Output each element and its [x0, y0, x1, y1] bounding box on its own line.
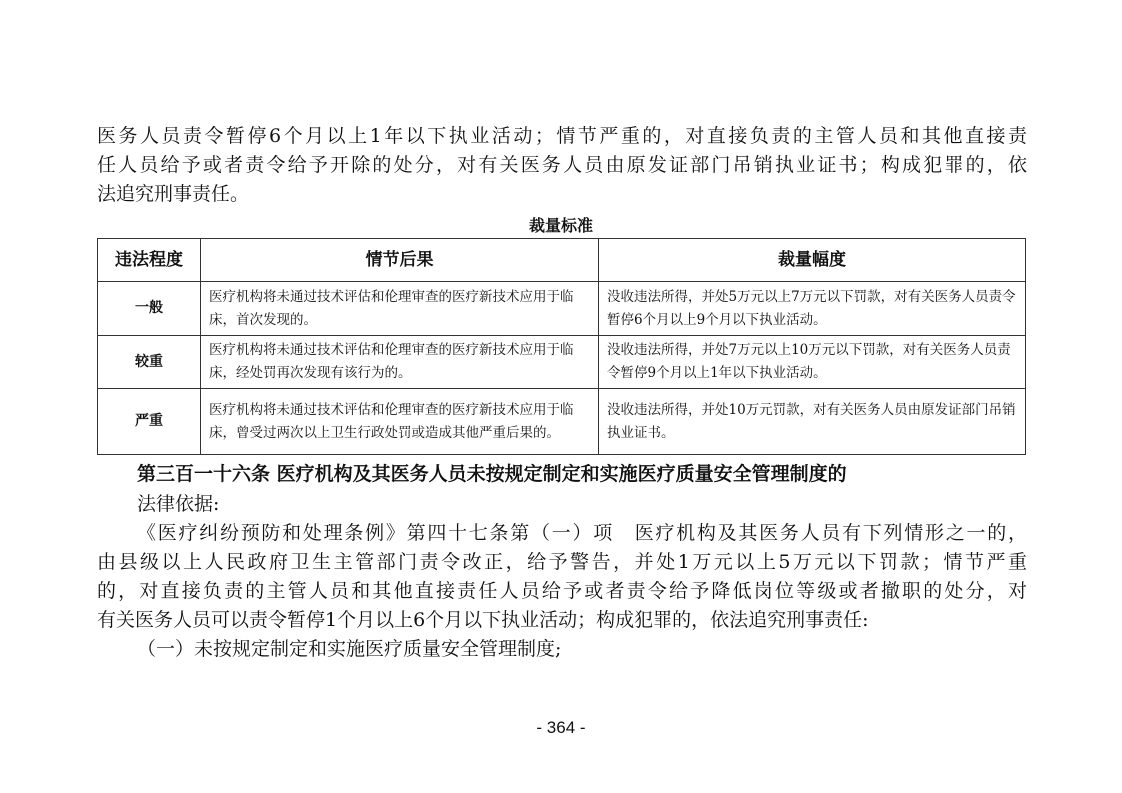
penalty-cell: 没收违法所得，并处7万元以上10万元以下罚款，对有关医务人员责令暂停9个月以上1年以下执业活动。	[599, 336, 1026, 389]
table-title: 裁量标准	[528, 216, 593, 235]
text-line: 由县级以上人民政府卫生主管部门责令改正，给予警告，并处1万元以上5万元以下罚款；情节严重	[97, 551, 1027, 573]
list-item: （一）未按规定制定和实施医疗质量安全管理制度;	[137, 638, 562, 660]
legal-basis-label: 法律依据:	[137, 493, 220, 515]
table-row	[98, 282, 1026, 336]
text-line: 有关医务人员可以责令暂停1个月以上6个月以下执业活动；构成犯罪的，依法追究刑事责任:	[97, 609, 869, 631]
text-line: 法追究刑事责任。	[97, 183, 250, 205]
level-cell: 严重	[98, 389, 201, 455]
penalty-standard-table	[97, 238, 1026, 455]
table-row	[98, 336, 1026, 389]
column-header: 裁量幅度	[599, 239, 1026, 282]
level-cell: 较重	[98, 336, 201, 389]
text-line: 医务人员责令暂停6个月以上1年以下执业活动；情节严重的，对直接负责的主管人员和其他直接责	[97, 125, 1027, 147]
circumstance-cell: 医疗机构将未通过技术评估和伦理审查的医疗新技术应用于临床，曾受过两次以上卫生行政处罚或造成其他严重后果的。	[201, 389, 599, 455]
penalty-cell: 没收违法所得，并处5万元以上7万元以下罚款，对有关医务人员责令暂停6个月以上9个月以下执业活动。	[599, 282, 1026, 336]
table-header-row	[98, 239, 1026, 282]
circumstance-cell: 医疗机构将未通过技术评估和伦理审查的医疗新技术应用于临床，经处罚再次发现有该行为的。	[201, 336, 599, 389]
level-cell: 一般	[98, 282, 201, 336]
article-heading: 第三百一十六条 医疗机构及其医务人员未按规定制定和实施医疗质量安全管理制度的	[137, 463, 847, 485]
penalty-cell: 没收违法所得，并处10万元罚款，对有关医务人员由原发证部门吊销执业证书。	[599, 389, 1026, 455]
text-line: 任人员给予或者责令给予开除的处分，对有关医务人员由原发证部门吊销执业证书；构成犯罪的，依	[97, 154, 1027, 176]
column-header: 违法程度	[98, 239, 201, 282]
text-line: 的，对直接负责的主管人员和其他直接责任人员给予或者责令给予降低岗位等级或者撤职的处分，对	[97, 580, 1027, 602]
circumstance-cell: 医疗机构将未通过技术评估和伦理审查的医疗新技术应用于临床，首次发现的。	[201, 282, 599, 336]
column-header: 情节后果	[201, 239, 599, 282]
text-line: 《医疗纠纷预防和处理条例》第四十七条第（一）项 医疗机构及其医务人员有下列情形之一的，	[137, 522, 1027, 544]
page-number: - 364 -	[536, 718, 586, 737]
table-row	[98, 389, 1026, 455]
